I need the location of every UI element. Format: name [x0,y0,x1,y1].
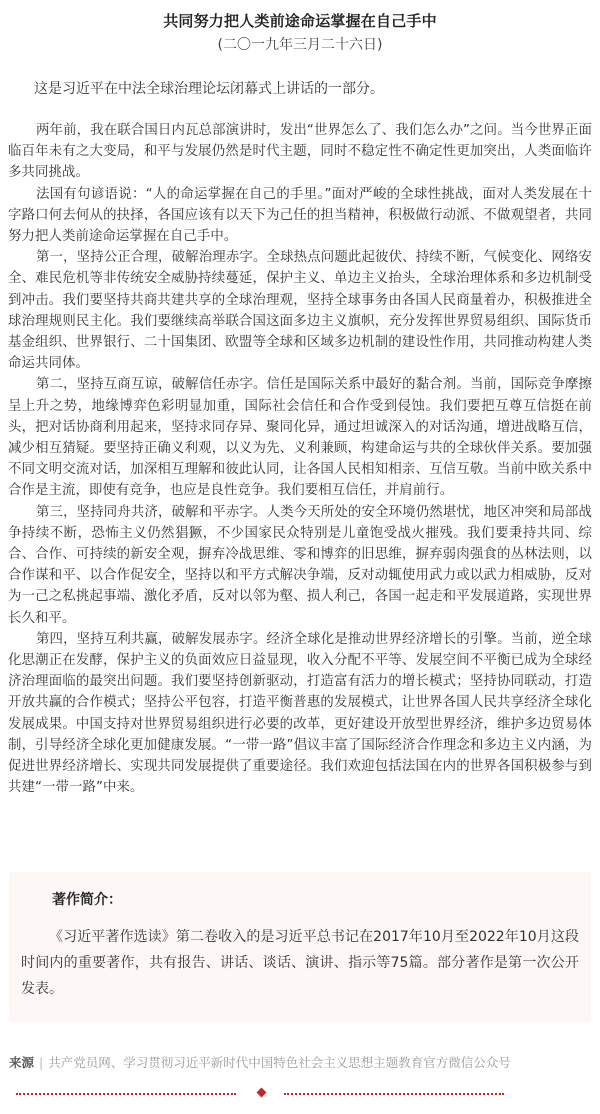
source-text: 共产党员网、学习贯彻习近平新时代中国特色社会主义思想主题教育官方微信公众号 [48,1055,511,1070]
paragraph-2: 法国有句谚语说：“人的命运掌握在自己的手里。”面对严峻的全球性挑战，面对人类发展在十字路口何去何从的抉择，各国应该有以天下为己任的担当精神，积极做行动派、不做观望者，共同努力把人类前途命运掌握在自己手中。 [8,186,592,245]
source-label: 来源 [9,1055,35,1070]
paragraph-1: 两年前，我在联合国日内瓦总部演讲时，发出“世界怎么了、我们怎么办”之问。当今世界正面临百年未有之大变局，和平与发展仍然是时代主题，同时不稳定性不确定性更加突出，人类面临许多共同挑战。 [8,123,592,181]
book-intro-text: 《习近平著作选读》第二卷收入的是习近平总书记在2017年10月至2022年10月这段时间内的重要著作，共有报告、讲话、谈话、演讲、指示等75篇。部分著作是第一次公开发表。 [21,929,579,997]
article-date: (二〇一九年三月二十六日) [217,37,383,53]
divider-dotted-line-left [16,1093,236,1095]
footer-divider [16,1087,586,1101]
source-line [9,1054,511,1072]
diamond-icon [257,1088,267,1098]
article-intro: 这是习近平在中法全球治理论坛闭幕式上讲话的一部分。 [34,81,384,97]
article-body [8,120,592,799]
divider-dotted-line-right [284,1093,504,1095]
book-intro-title: 著作简介： [52,892,122,908]
paragraph-6: 第四，坚持互利共赢，破解发展赤字。经济全球化是推动世界经济增长的引擎。当前，逆全球化思潮正在发酵，保护主义的负面效应日益显现，收入分配不平等、发展空间不平衡已成为全球经济治理面临的最突出问题。我们要坚持创新驱动，打造富有活力的增长模式；坚持协同联动，打造开放共赢的合作模式；坚持公平包容，打造平衡普惠的发展模式，让世界各国人民共享经济全球化发展成果。中国支持对世界贸易组织进行必要的改革，更好建设开放型世界经济，维护多边贸易体制，引导经济全球化更加健康发展。“一带一路”倡议丰富了国际经济合作理念和多边主义内涵，为促进世界经济增长、实现共同发展提供了重要途径。我们欢迎包括法国在内的世界各国积极参与到共建“一带一路”中来。 [8,631,592,796]
source-separator: | [39,1055,44,1070]
paragraph-4: 第二，坚持互商互谅，破解信任赤字。信任是国际关系中最好的黏合剂。当前，国际竞争摩擦呈上升之势，地缘博弈色彩明显加重，国际社会信任和合作受到侵蚀。我们要把互尊互信挺在前头，把对话协商利用起来，坚持求同存异、聚同化异，通过坦诚深入的对话沟通，增进战略互信，减少相互猜疑。要坚持正确义利观，以义为先、义利兼顾，构建命运与共的全球伙伴关系。要加强不同文明交流对话，加深相互理解和彼此认同，让各国人民相知相亲、互信互敬。当前中欧关系中合作是主流，即使有竞争，也应是良性竞争。我们要相互信任，并肩前行。 [8,377,592,499]
book-intro-box [9,872,591,1022]
article-title: 共同努力把人类前途命运掌握在自己手中 [163,12,437,30]
paragraph-5: 第三，坚持同舟共济，破解和平赤字。人类今天所处的安全环境仍然堪忧，地区冲突和局部战争持续不断，恐怖主义仍然猖獗，不少国家民众特别是儿童饱受战火摧残。我们要秉持共同、综合、合作、可持续的新安全观，摒弃冷战思维、零和博弈的旧思维，摒弃弱肉强食的丛林法则，以合作谋和平、以合作促安全，坚持以和平方式解决争端，反对动辄使用武力或以武力相威胁，反对为一己之私挑起事端、激化矛盾，反对以邻为壑、损人利己，各国一起走和平发展道路，实现世界长久和平。 [8,504,592,626]
paragraph-3: 第一，坚持公正合理，破解治理赤字。全球热点问题此起彼伏、持续不断，气候变化、网络安全、难民危机等非传统安全威胁持续蔓延，保护主义、单边主义抬头，全球治理体系和多边机制受到冲击。我们要坚持共商共建共享的全球治理观，坚持全球事务由各国人民商量着办，积极推进全球治理规则民主化。我们要继续高举联合国这面多边主义旗帜，充分发挥世界贸易组织、国际货币基金组织、世界银行、二十国集团、欧盟等全球和区域多边机制的建设性作用，共同推动构建人类命运共同体。 [8,250,592,372]
